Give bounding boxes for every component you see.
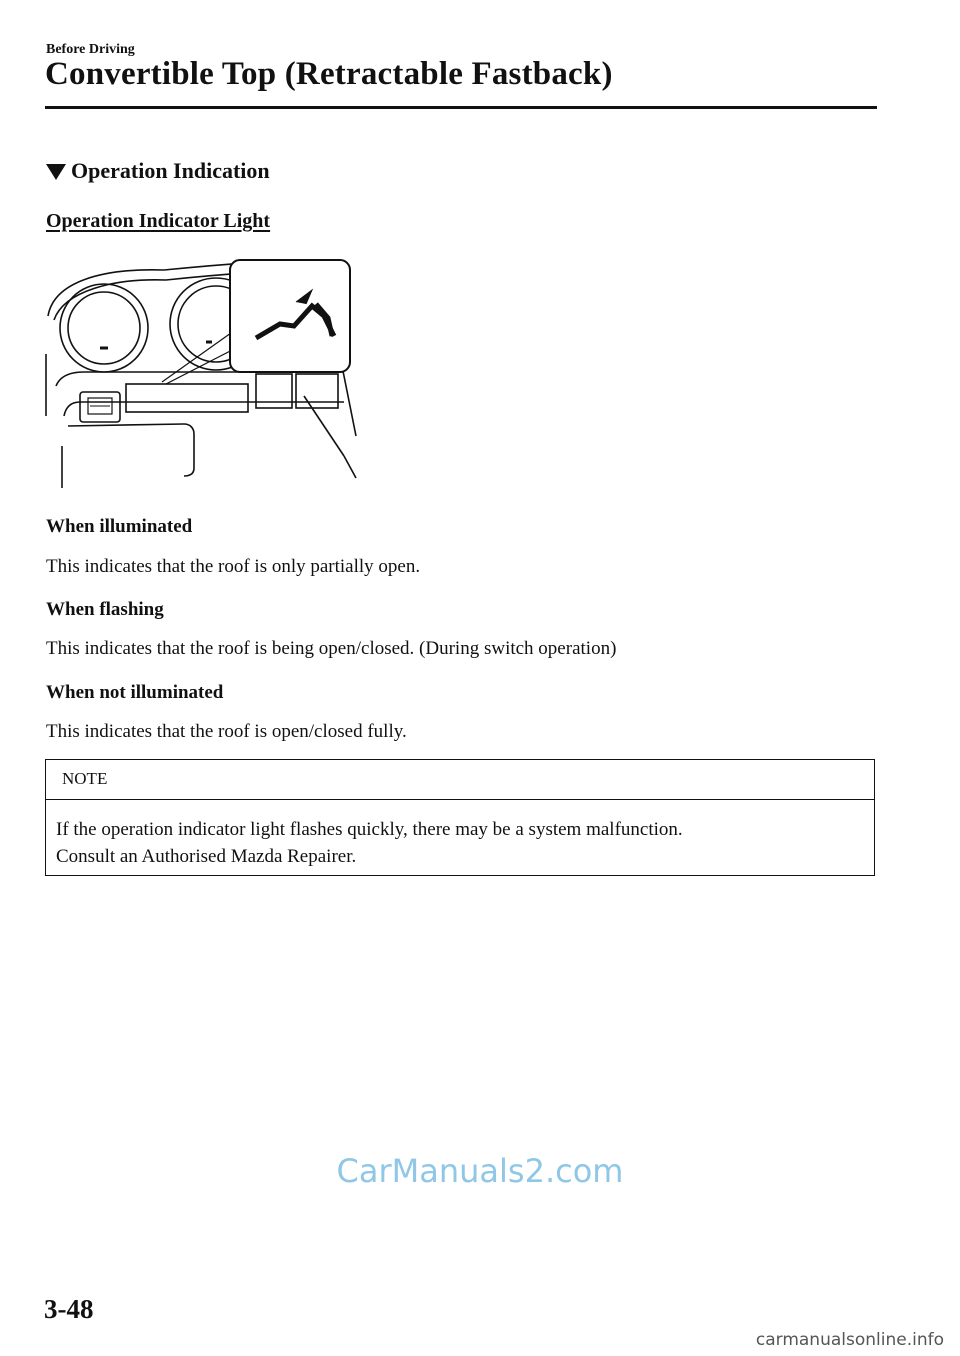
note-box	[45, 759, 875, 876]
state-term-illuminated: When illuminated	[46, 516, 193, 537]
watermark: CarManuals2.com	[336, 1152, 624, 1190]
subsection-title: Operation Indication	[71, 158, 270, 183]
note-body	[46, 800, 874, 870]
triangle-bullet-icon	[46, 164, 66, 180]
title-divider	[45, 106, 877, 109]
state-term-not-illuminated: When not illuminated	[46, 682, 224, 703]
state-text-not-illuminated: This indicates that the roof is open/closed fully.	[46, 721, 407, 742]
page-title: Convertible Top (Retractable Fastback)	[45, 56, 613, 92]
state-text-illuminated: This indicates that the roof is only partially open.	[46, 556, 421, 577]
note-line-2: Consult an Authorised Mazda Repairer.	[56, 846, 357, 867]
section-label: Before Driving	[46, 42, 135, 57]
subsection-heading	[46, 158, 270, 184]
footer-url[interactable]: carmanualsonline.info	[755, 1330, 944, 1350]
subheading: Operation Indicator Light	[46, 210, 271, 232]
note-line-1: If the operation indicator light flashes quickly, there may be a system malfunction.	[56, 819, 683, 840]
note-label: NOTE	[46, 760, 874, 800]
state-term-flashing: When flashing	[46, 599, 164, 620]
dashboard-illustration	[44, 256, 360, 496]
page-number: 3-48	[44, 1294, 94, 1324]
state-text-flashing: This indicates that the roof is being open/closed. (During switch operation)	[46, 638, 617, 659]
